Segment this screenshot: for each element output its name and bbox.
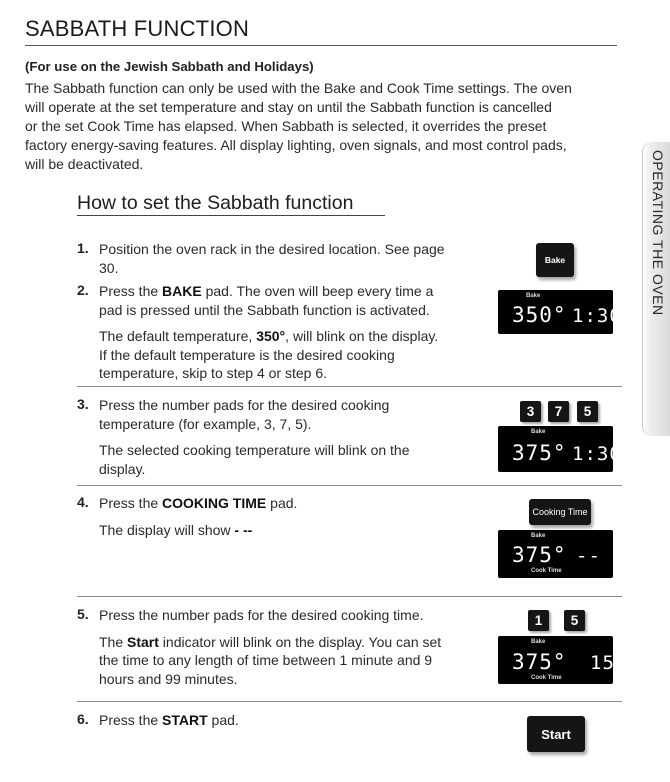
display-mode-label: Bake — [531, 533, 546, 539]
start-pad-button[interactable]: Start — [527, 716, 585, 752]
number-pad-5-button[interactable]: 5 — [564, 610, 585, 631]
intro-paragraph — [25, 79, 625, 174]
step-5-text — [99, 606, 479, 688]
side-tab-label: OPERATING THE OVEN — [650, 150, 666, 316]
step-line: The selected cooking temperature will blink on the — [99, 442, 410, 458]
intro-line: The Sabbath function can only be used with the Bake and Cook Time settings. The oven — [25, 80, 572, 96]
display-mode-label: Bake — [526, 293, 541, 299]
step-line: Press the COOKING TIME pad. — [99, 495, 298, 511]
step-divider — [77, 596, 622, 597]
oven-display-1 — [498, 290, 622, 334]
oven-display-4 — [498, 636, 613, 684]
step-line: If the default temperature is the desired cooking — [99, 346, 395, 363]
display-temperature: 375° — [512, 543, 567, 567]
step-5-number: 5. — [77, 606, 89, 622]
display-time: 1:30 — [572, 443, 622, 465]
number-pad-3-button[interactable]: 3 — [520, 401, 541, 422]
step-divider — [77, 485, 622, 486]
intro-line: will operate at the set temperature and stay on until the Sabbath function is cancelled — [25, 99, 552, 115]
step-divider — [77, 386, 622, 387]
step-line: hours and 99 minutes. — [99, 670, 238, 687]
display-time: --- — [576, 545, 601, 589]
section-title: How to set the Sabbath function — [77, 192, 354, 214]
step-4-number: 4. — [77, 494, 89, 510]
step-divider — [77, 701, 622, 702]
number-pad-5-button[interactable]: 5 — [577, 401, 598, 422]
number-pad-7-button[interactable]: 7 — [548, 401, 569, 422]
display-temperature: 375° — [512, 441, 567, 465]
step-line: temperature (for example, 3, 7, 5). — [99, 415, 312, 432]
step-line: 30. — [99, 259, 119, 276]
display-time: 1:30 — [572, 305, 622, 327]
step-line: pad is pressed until the Sabbath function is activated. — [99, 301, 430, 318]
title-underline — [25, 45, 617, 46]
step-line: Press the number pads for the desired cooking — [99, 397, 390, 413]
number-pad-1-button[interactable]: 1 — [528, 610, 549, 631]
display-time: 15 — [590, 652, 615, 674]
step-line: Press the BAKE pad. The oven will beep every time a — [99, 283, 434, 299]
step-line: Press the number pads for the desired cooking time. — [99, 607, 424, 623]
step-line: Press the START pad. — [99, 712, 239, 728]
step-line: The Start indicator will blink on the display. You can set — [99, 633, 442, 650]
step-line: the time to any length of time between 1 minute and 9 — [99, 652, 433, 668]
display-cook-time-label: Cook Time — [531, 675, 562, 681]
display-cook-time-label: Cook Time — [531, 568, 562, 574]
step-3-text — [99, 396, 479, 478]
step-1-number: 1. — [77, 240, 89, 256]
step-1-text — [99, 240, 479, 277]
step-4-text — [99, 494, 479, 539]
step-3-number: 3. — [77, 396, 89, 412]
oven-display-3 — [498, 530, 613, 589]
page-title: SABBATH FUNCTION — [25, 16, 250, 41]
oven-display-2 — [498, 426, 622, 472]
cooking-time-pad-button[interactable]: Cooking Time — [529, 499, 591, 525]
step-2-number: 2. — [77, 282, 89, 298]
step-line: temperature, skip to step 4 or step 6. — [99, 365, 328, 381]
display-mode-label: Bake — [531, 639, 546, 645]
intro-line: factory energy-saving features. All display lighting, oven signals, and most control pads, — [25, 137, 567, 153]
step-6-number: 6. — [77, 711, 89, 727]
step-line: Position the oven rack in the desired location. See page — [99, 241, 445, 257]
display-temperature: 350° — [512, 303, 567, 327]
intro-line: will be deactivated. — [25, 156, 144, 172]
section-title-underline — [77, 215, 385, 216]
bake-pad-button[interactable]: Bake — [536, 243, 574, 277]
display-temperature: 375° — [512, 650, 567, 674]
step-2-text — [99, 282, 479, 383]
display-mode-label: Bake — [531, 429, 546, 435]
step-line: The default temperature, 350°, will blink on the display. — [99, 328, 439, 344]
step-line: The display will show - -- — [99, 521, 253, 538]
intro-line: or the set Cook Time has elapsed. When Sabbath is selected, it overrides the preset — [25, 118, 547, 134]
step-line: display. — [99, 460, 146, 477]
step-6-text — [99, 711, 479, 730]
subheading: (For use on the Jewish Sabbath and Holidays) — [25, 59, 314, 74]
